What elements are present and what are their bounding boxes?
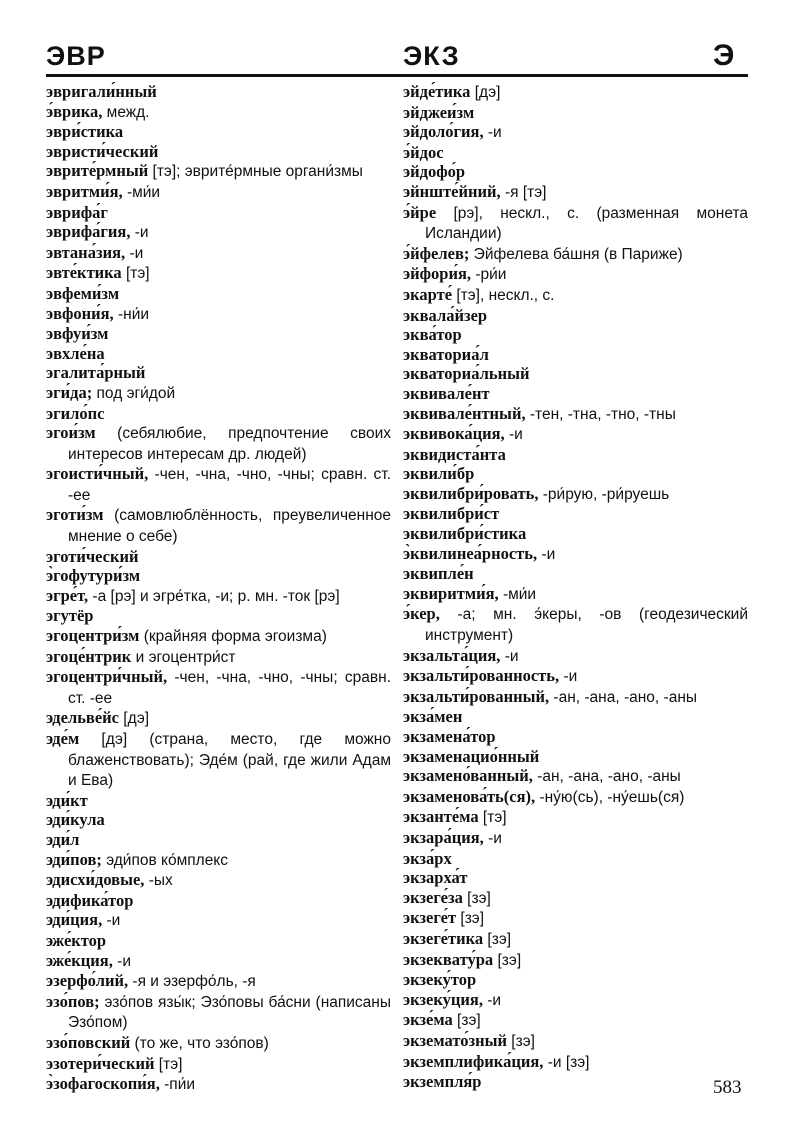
dictionary-entry: [46, 566, 391, 586]
entry-headword: эдисхи́довые,: [46, 870, 145, 890]
entry-headword: эгоце́нтрик: [46, 646, 132, 666]
dictionary-entry: [46, 222, 391, 243]
section-letter: Э: [713, 39, 736, 72]
dictionary-entry: [46, 243, 391, 264]
entry-headword: э́йдос: [403, 142, 444, 162]
right-column: [403, 82, 748, 1092]
dictionary-entry: [403, 285, 748, 306]
entry-headword: э̀зофагоскопи́я,: [46, 1074, 160, 1094]
entry-headword: экзальта́ция,: [403, 645, 501, 665]
entry-headword: эвритми́я,: [46, 181, 123, 201]
dictionary-entry: [403, 868, 748, 888]
dictionary-entry: [403, 787, 748, 808]
dictionary-entry: [46, 547, 391, 567]
entry-headword: экваториа́л: [403, 344, 489, 364]
entry-headword: экзаменацио́нный: [403, 746, 540, 766]
dictionary-entry: [46, 971, 391, 992]
dictionary-entry: [403, 445, 748, 465]
dictionary-entry: [403, 103, 748, 123]
entry-text: -и: [483, 124, 502, 142]
dictionary-entry: [403, 504, 748, 524]
dictionary-entry: [403, 203, 748, 244]
entry-text: -ми́и: [122, 183, 161, 201]
entry-text: -я и эзерфо́ль, -я: [128, 973, 256, 991]
entry-text: -а [рэ] и эгре́тка, -и; р. мн. -ток [рэ]: [88, 587, 340, 605]
entry-text: -ан, -ана, -ано, -аны: [549, 688, 698, 706]
entry-headword: э́врика,: [46, 101, 103, 121]
entry-headword: э́йфелев;: [403, 243, 470, 263]
entry-text: [тэ]: [154, 1055, 183, 1073]
dictionary-entry: [46, 464, 391, 505]
entry-headword: эгоцентри́зм: [46, 626, 140, 646]
dictionary-entry: [403, 404, 748, 425]
dictionary-entry: [46, 931, 391, 951]
entry-headword: эври́стика: [46, 122, 124, 142]
dictionary-entry: [46, 102, 391, 123]
dictionary-entry: [46, 142, 391, 162]
entry-headword: эквидиста́нта: [403, 444, 506, 464]
entry-headword: экзеге́т: [403, 908, 457, 928]
dictionary-entry: [46, 729, 391, 791]
entry-headword: э̀квилинеа́рность,: [403, 543, 538, 563]
entry-headword: экзеге́тика: [403, 928, 484, 948]
dictionary-entry: [46, 203, 391, 223]
entry-headword: эже́ктор: [46, 930, 107, 950]
entry-headword: эйфори́я,: [403, 264, 472, 284]
dictionary-entry: [403, 544, 748, 565]
entry-headword: эквипле́н: [403, 564, 474, 584]
entry-headword: эди́пов;: [46, 849, 102, 869]
entry-headword: экзамено́ванный,: [403, 766, 533, 786]
dictionary-entry: [403, 464, 748, 484]
dictionary-entry: [46, 505, 391, 546]
dictionary-entry: [403, 162, 748, 182]
entry-headword: экзеку́ция,: [403, 989, 483, 1009]
entry-text: [дэ] (страна, место, где можно блаженствовать); Эде́м (рай, где жили Адам и Ева): [68, 731, 391, 790]
entry-headword: эвригали́нный: [46, 82, 157, 101]
entry-text: -ых: [144, 872, 173, 890]
entry-headword: эквала́йзер: [403, 305, 488, 325]
entry-headword: экза́рх: [403, 848, 452, 868]
dictionary-entry: [46, 161, 391, 182]
entry-text: эди́пов ко́мплекс: [101, 851, 229, 869]
dictionary-entry: [403, 244, 748, 265]
dictionary-entry: [403, 325, 748, 345]
dictionary-entry: [46, 951, 391, 972]
dictionary-entry: [46, 586, 391, 607]
dictionary-entry: [46, 830, 391, 850]
dictionary-entry: [403, 1031, 748, 1052]
entry-headword: эде́м: [46, 729, 80, 748]
entry-text: [зэ]: [493, 951, 522, 969]
entry-headword: эди́кула: [46, 810, 105, 830]
entry-headword: эквили́бр: [403, 464, 475, 484]
entry-headword: эди́л: [46, 829, 80, 849]
dictionary-entry: [46, 383, 391, 404]
entry-headword: эврифа́г: [46, 202, 108, 222]
dictionary-entry: [46, 870, 391, 891]
dictionary-entry: [46, 810, 391, 830]
dictionary-entry: [46, 667, 391, 708]
entry-headword: экзальти́рованность,: [403, 666, 560, 686]
entry-headword: эквиритми́я,: [403, 583, 499, 603]
entry-headword: экзанте́ма: [403, 807, 479, 827]
dictionary-entry: [403, 1010, 748, 1031]
entry-text: -ми́и: [498, 585, 537, 603]
dictionary-entry: [403, 828, 748, 849]
entry-headword: эвристи́ческий: [46, 141, 159, 161]
entry-headword: эгутёр: [46, 606, 94, 626]
entry-headword: эди́кт: [46, 790, 88, 810]
header-rule: [46, 74, 748, 77]
entry-text: (себялюбие, предпочтение своих интересов интересам др. людей): [68, 425, 391, 463]
dictionary-entry: [46, 304, 391, 325]
entry-headword: экзеге́за: [403, 887, 463, 907]
entry-text: межд.: [102, 103, 150, 121]
dictionary-entry: [403, 766, 748, 787]
entry-headword: экзеку́тор: [403, 970, 477, 990]
entry-text: -я [тэ]: [500, 183, 547, 201]
entry-text: [зэ]: [452, 1012, 481, 1030]
dictionary-entry: [46, 626, 391, 647]
dictionary-entry: [403, 306, 748, 326]
entry-headword: эквилибри́ст: [403, 504, 500, 524]
entry-text: -и: [102, 912, 121, 930]
dictionary-entry: [46, 606, 391, 626]
entry-headword: экваториа́льный: [403, 364, 530, 384]
dictionary-entry: [403, 584, 748, 605]
entry-headword: эвтана́зия,: [46, 242, 126, 262]
entry-headword: эйдоло́гия,: [403, 122, 484, 142]
entry-text: -и: [559, 668, 578, 686]
entry-headword: эгоисти́чный,: [46, 464, 149, 484]
dictionary-entry: [403, 990, 748, 1011]
dictionary-entry: [403, 1052, 748, 1073]
entry-text: -и: [482, 991, 502, 1009]
entry-headword: эзо́повский: [46, 1032, 131, 1052]
entry-text: -ри́и: [471, 266, 507, 284]
entry-headword: эквилибри́стика: [403, 524, 527, 544]
dictionary-entry: [46, 791, 391, 811]
dictionary-entry: [46, 324, 391, 344]
dictionary-entry: [403, 849, 748, 869]
entry-headword: экземпля́р: [403, 1072, 482, 1092]
entry-headword: эврите́рмный: [46, 161, 149, 181]
entry-headword: эги́да;: [46, 382, 93, 402]
entry-headword: эдифика́тор: [46, 890, 134, 910]
entry-text: -чен, -чна, -чно, -чны; сравн. ст. -ее: [68, 669, 391, 707]
entry-text: [дэ]: [470, 84, 501, 101]
entry-text: (крайняя форма эгоизма): [139, 628, 327, 646]
entry-headword: эква́тор: [403, 325, 462, 345]
entry-text: [тэ]: [478, 809, 507, 827]
dictionary-entry: [46, 850, 391, 871]
dictionary-entry: [46, 344, 391, 364]
entry-headword: эвхле́на: [46, 343, 105, 363]
entry-text: [тэ]: [121, 265, 150, 283]
entry-headword: эйнште́йний,: [403, 181, 501, 201]
dictionary-entry: [403, 364, 748, 384]
entry-headword: экза́мен: [403, 707, 463, 727]
dictionary-entry: [403, 646, 748, 667]
entry-text: -а; мн. э́керы, -ов (геодезический инструмент): [425, 606, 748, 645]
dictionary-entry: [403, 666, 748, 687]
entry-text: -тен, -тна, -тно, -тны: [525, 405, 676, 423]
dictionary-entry: [46, 1074, 391, 1095]
entry-headword: экарте́: [403, 284, 453, 304]
dictionary-entry: [403, 1072, 748, 1092]
dictionary-entry: [403, 908, 748, 929]
entry-headword: э̀гофутури́зм: [46, 566, 141, 586]
entry-headword: экзаменова́ть(ся),: [403, 786, 536, 806]
entry-headword: эквивока́ция,: [403, 424, 505, 444]
entry-headword: экзеквату́ра: [403, 949, 494, 969]
entry-text: под эги́дой: [92, 384, 176, 402]
entry-headword: эвфони́я,: [46, 303, 114, 323]
dictionary-entry: [46, 182, 391, 203]
entry-text: [тэ], нескл., с.: [452, 286, 555, 304]
dictionary-entry: [403, 687, 748, 708]
dictionary-entry: [46, 423, 391, 464]
dictionary-entry: [403, 143, 748, 163]
dictionary-entry: [403, 345, 748, 365]
entry-text: эзо́пов язы́к; Эзо́повы ба́сни (написаны Эзо́пом): [68, 993, 391, 1032]
dictionary-entry: [403, 604, 748, 645]
entry-text: [зэ]: [507, 1032, 535, 1050]
dictionary-entry: [46, 363, 391, 383]
entry-headword: э́кер,: [403, 604, 440, 624]
entry-headword: эквивале́нтный,: [403, 403, 526, 423]
dictionary-entry: [403, 727, 748, 747]
dictionary-entry: [46, 992, 391, 1033]
entry-text: -и: [130, 224, 149, 242]
dictionary-entry: [403, 122, 748, 143]
entry-headword: экзамена́тор: [403, 727, 496, 746]
running-head-middle: ЭКЗ: [403, 41, 460, 71]
entry-text: -и: [500, 647, 519, 665]
entry-headword: эзерфо́лий,: [46, 971, 129, 991]
entry-headword: эквилибри́ровать,: [403, 483, 539, 503]
entry-headword: экземато́зный: [403, 1030, 507, 1050]
entry-text: -и: [483, 829, 502, 847]
entry-text: -пи́и: [159, 1076, 196, 1094]
entry-text: (самовлюблённость, преувеличенное мнение о себе): [68, 507, 391, 546]
entry-text: [зэ]: [483, 930, 512, 948]
dictionary-entry: [46, 708, 391, 729]
entry-text: и эгоцентри́ст: [131, 648, 236, 666]
entry-text: -ну́ю(сь), -ну́ешь(ся): [535, 788, 685, 806]
entry-text: [дэ]: [119, 710, 150, 728]
entry-text: -ри́рую, -ри́руешь: [538, 485, 670, 503]
dictionary-entry: [403, 524, 748, 544]
entry-headword: экзальти́рованный,: [403, 686, 550, 706]
entry-headword: эди́ция,: [46, 910, 103, 930]
dictionary-entry: [46, 122, 391, 142]
dictionary-entry: [403, 82, 748, 103]
entry-headword: эгило́пс: [46, 403, 105, 423]
page-number: 583: [713, 1077, 742, 1098]
dictionary-entry: [403, 929, 748, 950]
entry-text: -и: [537, 545, 556, 563]
entry-text: -и: [112, 952, 131, 970]
dictionary-entry: [403, 807, 748, 828]
dictionary-entry: [46, 891, 391, 911]
entry-headword: эгои́зм: [46, 423, 96, 443]
entry-text: -и: [125, 244, 144, 262]
entry-headword: э́йре: [403, 202, 437, 222]
entry-text: (то же, что эзо́пов): [130, 1034, 269, 1052]
dictionary-entry: [46, 1033, 391, 1054]
entry-headword: экзе́ма: [403, 1010, 453, 1030]
entry-headword: эзотери́ческий: [46, 1053, 155, 1073]
entry-text: [зэ]: [456, 910, 485, 928]
entry-text: -ан, -ана, -ано, -аны: [532, 768, 681, 786]
running-head-left: ЭВР: [46, 41, 106, 71]
entry-headword: эготи́ческий: [46, 546, 139, 566]
entry-headword: эготи́зм: [46, 505, 104, 525]
entry-headword: эвте́ктика: [46, 263, 122, 283]
dictionary-entry: [46, 647, 391, 668]
entry-headword: эже́кция,: [46, 950, 113, 970]
dictionary-entry: [403, 888, 748, 909]
entry-headword: эвфеми́зм: [46, 283, 120, 303]
dictionary-entry: [46, 82, 391, 102]
entry-headword: эдельве́йс: [46, 708, 119, 728]
entry-headword: экзарха́т: [403, 868, 468, 888]
dictionary-entry: [403, 264, 748, 285]
dictionary-entry: [403, 747, 748, 767]
dictionary-entry: [46, 910, 391, 931]
entry-headword: эгре́т,: [46, 585, 89, 605]
dictionary-entry: [403, 424, 748, 445]
entry-text: [рэ], нескл., с. (разменная монета Исландии): [425, 204, 748, 243]
dictionary-entry: [403, 950, 748, 971]
entry-headword: эйде́тика: [403, 82, 471, 101]
dictionary-entry: [403, 384, 748, 404]
entry-headword: экзара́ция,: [403, 827, 484, 847]
entry-text: -и [зэ]: [543, 1053, 590, 1071]
entry-text: [зэ]: [462, 889, 491, 907]
entry-headword: эйджеи́зм: [403, 102, 475, 122]
entry-headword: эгалита́рный: [46, 363, 146, 383]
dictionary-entry: [46, 284, 391, 304]
dictionary-entry: [46, 404, 391, 424]
dictionary-entry: [403, 182, 748, 203]
entry-headword: эврифа́гия,: [46, 222, 131, 242]
entry-headword: эвфуи́зм: [46, 324, 109, 344]
entry-headword: эйдофо́р: [403, 162, 466, 182]
entry-text: [тэ]; эврите́рмные органи́змы: [148, 163, 363, 181]
dictionary-entry: [46, 1054, 391, 1075]
dictionary-entry: [403, 484, 748, 505]
entry-text: Эйфелева ба́шня (в Париже): [469, 245, 683, 263]
dictionary-entry: [403, 564, 748, 584]
left-column: [46, 82, 391, 1095]
entry-headword: экземплифика́ция,: [403, 1051, 544, 1071]
entry-text: -чен, -чна, -чно, -чны; сравн. ст. -ее: [68, 466, 391, 504]
entry-headword: эквивале́нт: [403, 383, 490, 403]
dictionary-entry: [403, 707, 748, 727]
dictionary-entry: [403, 970, 748, 990]
entry-headword: эзо́пов;: [46, 991, 100, 1011]
entry-headword: эгоцентри́чный,: [46, 667, 168, 687]
entry-text: -ни́и: [113, 305, 150, 323]
entry-text: -и: [504, 426, 523, 444]
dictionary-entry: [46, 263, 391, 284]
